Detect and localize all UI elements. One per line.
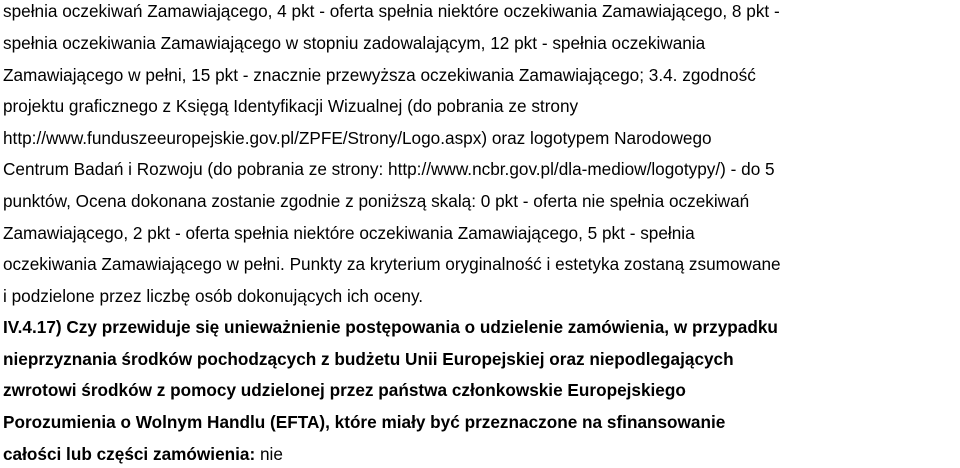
text-line-8: Zamawiającego, 2 pkt - oferta spełnia niektóre oczekiwania Zamawiającego, 5 pkt - spełnia bbox=[3, 223, 695, 243]
section-last-line bbox=[3, 443, 283, 465]
text-line-7: punktów, Ocena dokonana zostanie zgodnie z poniższą skalą: 0 pkt - oferta nie spełnia oczekiwań bbox=[3, 191, 750, 211]
section-question-label: całości lub części zamówienia: bbox=[3, 444, 256, 464]
section-heading-line-1: IV.4.17) Czy przewiduje się unieważnienie postępowania o udzielenie zamówienia, w przypadku bbox=[3, 317, 778, 337]
section-answer: nie bbox=[255, 444, 283, 464]
text-line-5: http://www.funduszeeuropejskie.gov.pl/ZPFE/Strony/Logo.aspx) oraz logotypem Narodowego bbox=[3, 128, 712, 148]
text-line-4: projektu graficznego z Księgą Identyfikacji Wizualnej (do pobrania ze strony bbox=[3, 96, 579, 116]
text-line-1: spełnia oczekiwań Zamawiającego, 4 pkt - oferta spełnia niektóre oczekiwania Zamawiającego, 8 pkt - bbox=[3, 1, 780, 21]
text-line-6: Centrum Badań i Rozwoju (do pobrania ze strony: http://www.ncbr.gov.pl/dla-mediow/logotypy/) - do 5 bbox=[3, 159, 775, 179]
section-heading-line-4: Porozumienia o Wolnym Handlu (EFTA), które miały być przeznaczone na sfinansowanie bbox=[3, 412, 726, 432]
text-line-3: Zamawiającego w pełni, 15 pkt - znacznie przewyższa oczekiwania Zamawiającego; 3.4. zgodność bbox=[3, 65, 756, 85]
section-heading-line-3: zwrotowi środków z pomocy udzielonej przez państwa członkowskie Europejskiego bbox=[3, 380, 686, 400]
text-line-10: i podzielone przez liczbę osób dokonujących ich oceny. bbox=[3, 286, 424, 306]
text-line-2: spełnia oczekiwania Zamawiającego w stopniu zadowalającym, 12 pkt - spełnia oczekiwania bbox=[3, 33, 706, 53]
text-line-9: oczekiwania Zamawiającego w pełni. Punkty za kryterium oryginalność i estetyka zostaną zsumowane bbox=[3, 254, 781, 274]
section-heading-line-2: nieprzyznania środków pochodzących z budżetu Unii Europejskiej oraz niepodlegających bbox=[3, 349, 734, 369]
